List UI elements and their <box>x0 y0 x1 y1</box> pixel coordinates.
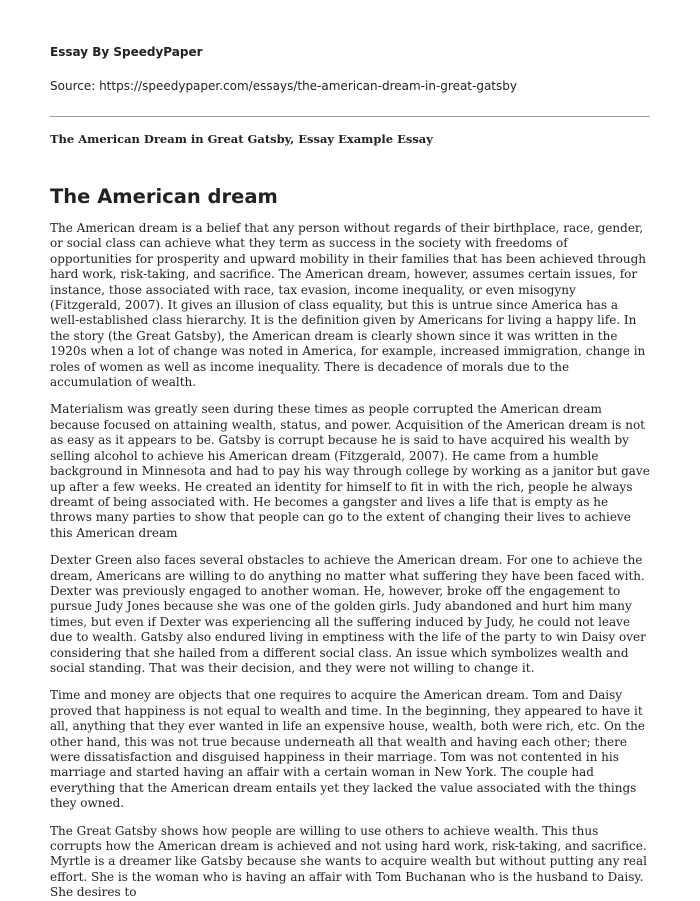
header-divider <box>50 116 650 117</box>
document-title: The American Dream in Great Gatsby, Essay Example Essay <box>50 132 433 146</box>
site-brand: Essay By SpeedyPaper <box>50 45 203 59</box>
essay-paragraph-2: Materialism was greatly seen during these times as people corrupted the American dream because focused on attaining wealth, status, and power. Acquisition of the American dream is not as easy as it appears to be. Gatsby is corrupt because he is said to have acquired his wealth by selling alcohol to achieve his American dream (Fitzgerald, 2007). He came from a humble background in Minnesota and had to pay his way through college by working as a janitor but gave up after a few weeks. He created an identity for himself to fit in with the rich, people he always dreamt of being associated with. He becomes a gangster and lives a life that is empty as he throws many parties to show that people can go to the extent of changing their lives to achieve this American dream <box>50 402 650 540</box>
essay-paragraph-3: Dexter Green also faces several obstacles to achieve the American dream. For one to achieve the dream, Americans are willing to do anything no matter what suffering they have been faced with. Dexter was previously engaged to another woman. He, however, broke off the engagement to pursue Judy Jones because she was one of the golden girls. Judy abandoned and hurt him many times, but even if Dexter was experiencing all the suffering induced by Judy, he could not leave due to wealth. Gatsby also endured living in emptiness with the life of the party to win Daisy over considering that she hailed from a different social class. An issue which symbolizes wealth and social standing. That was their decision, and they were not willing to change it. <box>50 553 646 675</box>
source-line: Source: https://speedypaper.com/essays/the-american-dream-in-great-gatsby <box>50 79 517 93</box>
essay-paragraph-1: The American dream is a belief that any person without regards of their birthplace, race, gender, or social class can achieve what they term as success in the society with freedoms of opportunities for prosperity and upward mobility in their families that has been achieved through hard work, risk-taking, and sacrifice. The American dream, however, assumes certain issues, for instance, those associated with race, tax evasion, income inequality, or even misogyny (Fitzgerald, 2007). It gives an illusion of class equality, but this is untrue since America has a well-established class hierarchy. It is the definition given by Americans for living a happy life. In the story (the Great Gatsby), the American dream is clearly shown since it was written in the 1920s when a lot of change was noted in America, for example, increased immigration, change in roles of women as well as income inequality. There is decadence of morals due to the accumulation of wealth. <box>50 221 647 390</box>
essay-body <box>50 221 650 901</box>
essay-heading: The American dream <box>50 185 278 208</box>
essay-paragraph-5: The Great Gatsby shows how people are willing to use others to achieve wealth. This thus corrupts how the American dream is achieved and not using hard work, risk-taking, and sacrifice. Myrtle is a dreamer like Gatsby because she wants to acquire wealth but without putting any real effort. She is the woman who is having an affair with Tom Buchanan who is the husband to Daisy. She desires to <box>50 823 648 900</box>
essay-paragraph-4: Time and money are objects that one requires to acquire the American dream. Tom and Daisy proved that happiness is not equal to wealth and time. In the beginning, they appeared to have it all, anything that they ever wanted in life an expensive house, wealth, both were rich, etc. On the other hand, this was not true because underneath all that wealth and having each other; there were dissatisfaction and disguised happiness in their marriage. Tom was not contented in his marriage and started having an affair with a certain woman in New York. The couple had everything that the American dream entails yet they lacked the value associated with the things they owned. <box>50 688 645 811</box>
